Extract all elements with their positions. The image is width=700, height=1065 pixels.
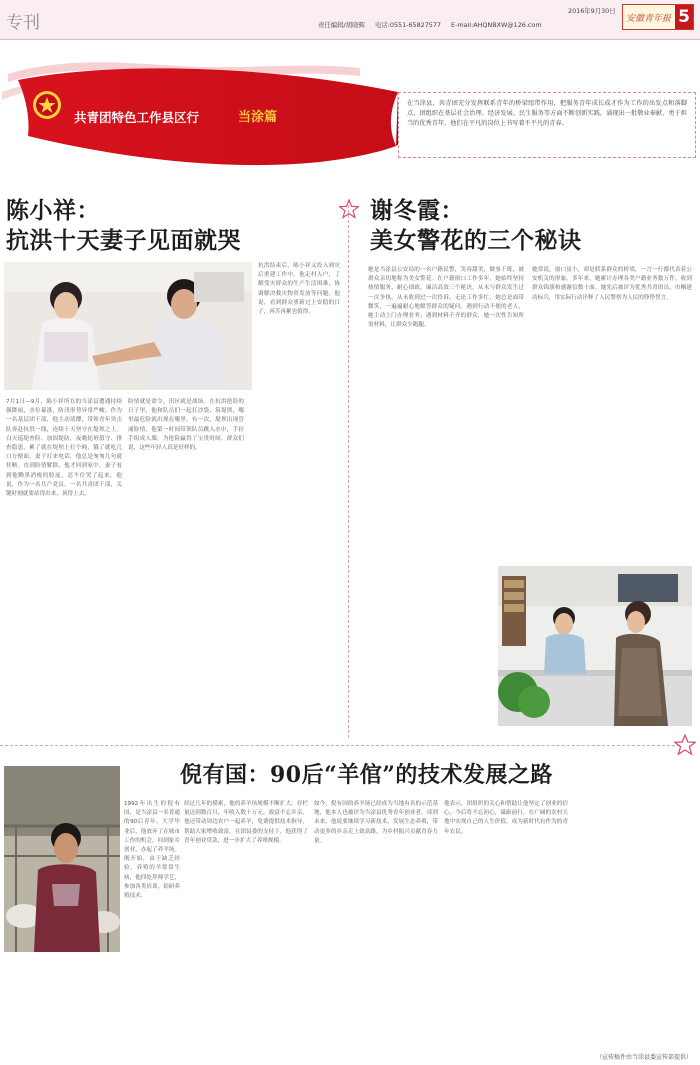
- page-number: 5: [675, 5, 693, 29]
- column-divider: [348, 200, 349, 738]
- banner-subtitle: 当涂篇: [238, 110, 278, 125]
- headline-line: 陈小祥：: [6, 197, 100, 224]
- star-icon: [339, 199, 359, 219]
- article-3-headline: 倪有国：90后“羊倌”的技术发展之路: [180, 762, 553, 788]
- article-3-photo: [4, 766, 120, 952]
- article-1-column-2: 险情就是命令，汛区就是战场。在抗洪抢险的日子里，他和队员们一起扛沙袋、筑堤坝，哪里最危险就出现在哪里。有一次，堤坝出现管涌险情，他第一时间带领队员跳入水中，手拉手组成人墙，为抢险赢得了宝贵时间。群众们说，这些年轻人真是好样的。: [128, 399, 244, 452]
- article-1-headline: [6, 196, 241, 256]
- headline-line: 美女警花的三个秘诀: [370, 227, 582, 254]
- article-2-column-1: 她是当涂县公安局的一名户籍民警，笑容甜美，做事干练，被群众亲切地称为美女警花。在户籍窗口工作多年，她始终坚持热情服务、耐心细致、廉洁高效三个秘诀，从未与群众发生过一次争执，从未收到过一次投诉。无论工作多忙，她总是面带微笑，一遍遍耐心地解答群众的疑问。遇到行动不便的老人，她主动上门办理业务；遇到材料不齐的群众，她一次性告知所需材料，让群众少跑腿。: [368, 267, 524, 329]
- article-1-column-3: 抗洪结束后，陈小祥又投入到灾后重建工作中。他走村入户，了解受灾群众的生产生活困难，协调解决救灾物资发放等问题。他说，看到群众重新过上安稳的日子，再苦再累也值得。: [258, 263, 340, 316]
- article-1-photo: [4, 262, 252, 390]
- article-2-headline: [370, 196, 582, 256]
- banner-title: 共青团特色工作县区行: [74, 110, 200, 125]
- section-tag: 专刊: [6, 13, 40, 33]
- issue-date: 2016年9月30日: [568, 7, 616, 15]
- page-header: [0, 0, 700, 40]
- email: E-mail:AHQNBXW@126.com: [451, 21, 542, 29]
- article-2-column-2: 她常说，窗口虽小，却是联系群众的桥梁，一言一行都代表着公安机关的形象。多年来，她累计办理各类户籍业务数万件，收到群众锦旗和感谢信数十面。她先后被评为优秀共青团员、巾帼建功标兵，用实际行动诠释了人民警察为人民的铮铮誓言。: [532, 267, 692, 301]
- headline-line: 抗洪十天妻子见面就哭: [6, 227, 241, 254]
- section-divider: [0, 745, 680, 746]
- article-1-column-1: 7月1日—9月，陈小祥所在的当涂县遭遇持续强降雨，水位暴涨，防汛形势异常严峻。作为一名基层团干部，他主动请缨，带领青年突击队奔赴抗洪一线，连续十天坚守在堤坝之上。白天巡堤查险、加固堤防，夜晚轮班值守、排查隐患，累了就在堤坝上打个盹，饿了就吃几口方便面。妻子打来电话，他总是匆匆几句就挂断。直到险情解除，他才回到家中，妻子看到他黝黑消瘦的脸庞，忍不住哭了起来。他说，作为一名共产党员，一名共青团干部，关键时刻就要站得出来、顶得上去。: [6, 399, 122, 498]
- editor: 责任编辑/胡晓辉: [318, 21, 365, 29]
- article-3-column-3: 如今，倪有国的养羊场已经成为当地有名的示范基地，他本人也被评为当涂县优秀青年创业者。谈到未来，他说要继续学习新技术，发展生态养殖，带动更多的乡亲走上致富路，为乡村振兴贡献青春力量。: [314, 801, 438, 844]
- editor-line: [318, 20, 550, 29]
- feature-banner: [0, 40, 700, 190]
- phone: 电话:0551-65827577: [374, 21, 441, 29]
- masthead-name: 安徽青年报: [625, 13, 671, 24]
- article-3-column-1: 1992年出生的倪有国，是当涂县一名普通的90后青年。大学毕业后，他放弃了在城市工作的机会，回到家乡创业，办起了养羊场。刚开始，由于缺乏经验，养殖的羊常常生病，他四处拜师学艺，参加各类培训，钻研养殖技术。: [124, 801, 180, 900]
- intro-text: 在当涂县，共青团充分发挥联系青年的桥梁纽带作用，把服务青年成长成才作为工作的出发点和落脚点，团组织在基层社会治理、经济发展、民生服务等方面不断创新实践，涌现出一批敬业奉献、勇于担当的优秀青年，他们在平凡的岗位上书写着不平凡的青春。: [407, 100, 687, 127]
- star-icon: [674, 734, 696, 756]
- masthead: [622, 4, 694, 30]
- article-3-column-4: 他表示，团组织的关心和帮助让他坚定了创业的信心，今后将不忘初心，砥砺前行，在广阔的农村天地中实现自己的人生价值，成为新时代有作为的青年农民。: [444, 801, 568, 835]
- footer-note: （宣传稿件由当涂县委宣传部提供）: [595, 1054, 692, 1061]
- article-3-column-2: 经过几年的摸索，他的养羊场规模不断扩大，存栏量达到数百只，年收入数十万元。致富不忘乡亲，他还带动周边农户一起养羊，免费提供技术指导，帮助大家增收致富。在团县委的支持下，他获得了青年创业贷款，进一步扩大了养殖规模。: [184, 801, 308, 844]
- intro-box: [398, 92, 696, 158]
- article-2-photo: [498, 566, 692, 726]
- headline-line: 谢冬霞：: [370, 197, 464, 224]
